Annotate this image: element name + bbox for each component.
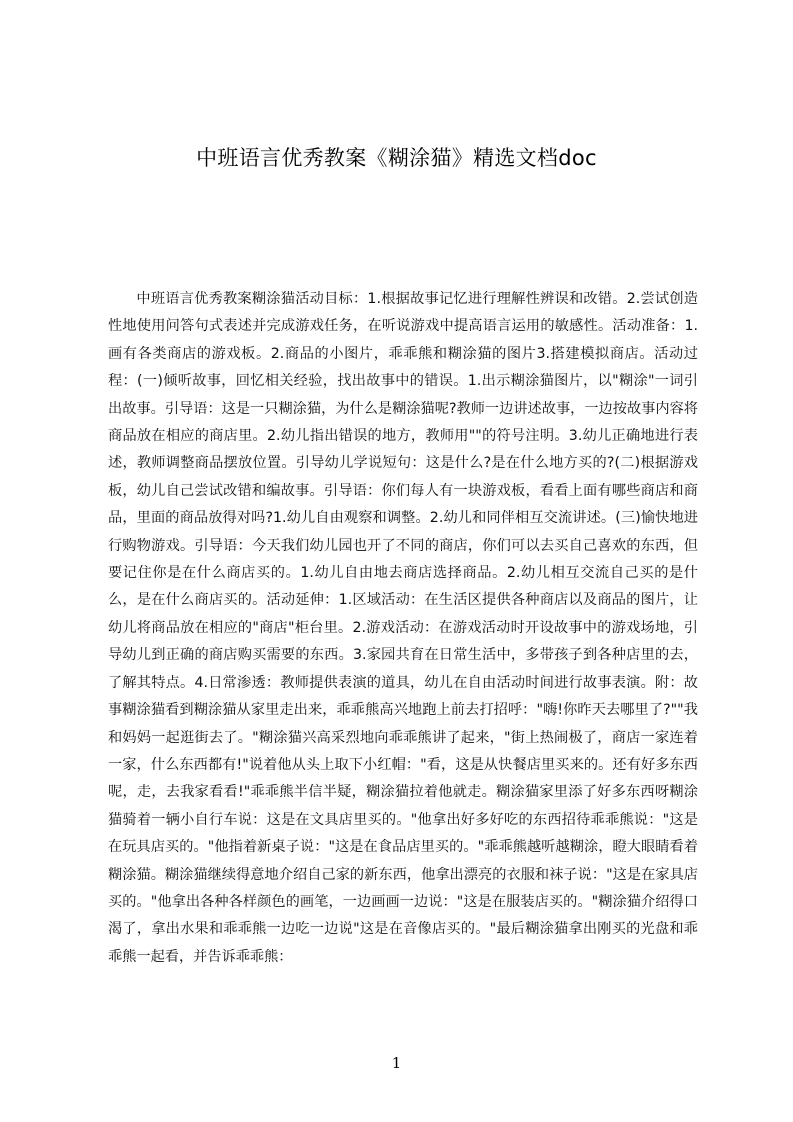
document-title: 中班语言优秀教案《糊涂猫》精选文档doc (196, 146, 597, 170)
document-body: 中班语言优秀教案糊涂猫活动目标：1.根据故事记忆进行理解性辨误和改错。2.尝试创造性地使用问答句式表述并完成游戏任务，在听说游戏中提高语言运用的敏感性。活动准备：1.画有各类商店的游戏板。2.商品的小图片，乖乖熊和糊涂猫的图片3.搭建模拟商店。活动过程：(一)倾听故事，回忆相关经验，找出故事中的错误。1.出示糊涂猫图片，以"糊涂"一词引出故事。引导语：这是一只糊涂猫，为什么是糊涂猫呢?教师一边讲述故事，一边按故事内容将商品放在相应的商店里。2.幼儿指出错误的地方，教师用""的符号注明。3.幼儿正确地进行表述，教师调整商品摆放位置。引导幼儿学说短句：这是什么?是在什么地方买的?(二)根据游戏板，幼儿自己尝试改错和编故事。引导语：你们每人有一块游戏板，看看上面有哪些商店和商品，里面的商品放得对吗?1.幼儿自由观察和调整。2.幼儿和同伴相互交流讲述。(三)愉快地进行购物游戏。引导语：今天我们幼儿园也开了不同的商店，你们可以去买自己喜欢的东西，但要记住你是在什么商店买的。1.幼儿自由地去商店选择商品。2.幼儿相互交流自己买的是什么，是在什么商店买的。活动延伸：1.区域活动：在生活区提供各种商店以及商品的图片，让幼儿将商品放在相应的"商店"柜台里。2.游戏活动：在游戏活动时开设故事中的游戏场地，引导幼儿到正确的商店购买需要的东西。3.家园共育在日常生活中，多带孩子到各种店里的去，了解其特点。4.日常渗透：教师提供表演的道具，幼儿在自由活动时间进行故事表演。附：故事糊涂猫看到糊涂猫从家里走出来，乖乖熊高兴地跑上前去打招呼："嗨!你昨天去哪里了?""我和妈妈一起逛街去了。"糊涂猫兴高采烈地向乖乖熊讲了起来，"街上热闹极了，商店一家连着一家，什么东西都有!"说着他从头上取下小红帽："看，这是从快餐店里买来的。还有好多东西呢，走，去我家看看!"乖乖熊半信半疑，糊涂猫拉着他就走。糊涂猫家里添了好多东西呀糊涂猫骑着一辆小自行车说：这是在文具店里买的。"他拿出好多好吃的东西招待乖乖熊说："这是在玩具店买的。"他指着新桌子说："这是在食品店里买的。"乖乖熊越听越糊涂，瞪大眼睛看着糊涂猫。糊涂猫继续得意地介绍自己家的新东西，他拿出漂亮的衣服和袜子说："这是在家具店买的。"他拿出各种各样颜色的画笔，一边画画一边说："这是在服装店买的。"糊涂猫介绍得口渴了，拿出水果和乖乖熊一边吃一边说"这是在音像店买的。"最后糊涂猫拿出刚买的光盘和乖乖熊一起看，并告诉乖乖熊： (108, 291, 698, 965)
page-number: 1 (391, 1054, 402, 1072)
